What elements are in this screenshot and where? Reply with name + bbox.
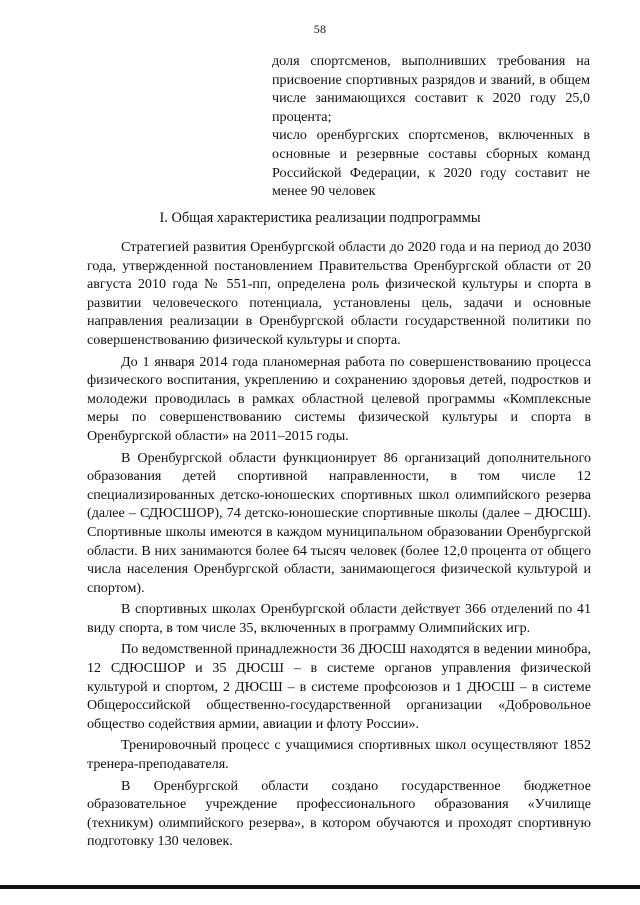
body-paragraph: В Оренбургской области создано государственное бюджетное образовательное учреждение профессионального образования «Училище (техникум) олимпийского резерва», в котором обучаются и проходят спортивную подготовку 130 человек. (87, 777, 591, 850)
page-number: 58 (313, 22, 327, 36)
body-paragraph: Стратегией развития Оренбургской области до 2020 года и на период до 2030 года, утвержденной постановлением Правительства Оренбургской области от 20 августа 2010 года № 551-пп, определена роль физической культуры и спорта в развитии человеческого потенциала, установлены цель, задачи и основные направления реализации в Оренбургской области государственной политики по совершенствованию физической культуры и спорта. (87, 239, 591, 348)
intro-block (272, 52, 590, 201)
body-paragraph: По ведомственной принадлежности 36 ДЮСШ находятся в ведении минобра, 12 СДЮСШОР и 35 ДЮСШ – в системе органов управления физической культурой и спортом, 2 ДЮСШ – в системе профсоюзов и 1 ДЮСШ – в системе Общероссийской общественно-государственной организации «Добровольное общество содействия армии, авиации и флоту России». (87, 641, 591, 732)
body-paragraph: До 1 января 2014 года планомерная работа по совершенствованию процесса физического воспитания, укреплению и сохранению здоровья детей, подростков и молодежи проводилась в рамках областной целевой программы «Комплексные меры по совершенствованию системы физической культуры и спорта в Оренбургской области» на 2011–2015 годы. (87, 353, 591, 444)
intro-paragraph: число оренбургских спортсменов, включенных в основные и резервные составы сборных команд Российской Федерации, к 2020 году составит не менее 90 человек (272, 127, 590, 200)
intro-paragraph: доля спортсменов, выполнивших требования на присвоение спортивных разрядов и званий, в общем числе занимающихся составит к 2020 году 25,0 процента; (272, 53, 590, 125)
body-paragraph: В спортивных школах Оренбургской области действует 366 отделений по 41 виду спорта, в том числе 35, включенных в программу Олимпийских игр. (87, 601, 591, 636)
body-paragraph: В Оренбургской области функционирует 86 организаций дополнительного образования детей спортивной направленности, в том числе 12 специализированных детско-юношеских спортивных школ олимпийского резерва (далее – СДЮСШОР), 74 детско-юношеские спортивные школы (далее – ДЮСШ). Спортивные школы имеются в каждом муниципальном образовании Оренбургской области. В них занимаются более 64 тысяч человек (более 12,0 процента от общего числа населения Оренбургской области, занимающегося физической культурой и спортом). (87, 449, 591, 596)
scan-bottom-border (0, 885, 640, 889)
body-text (87, 238, 591, 854)
body-paragraph: Тренировочный процесс с учащимися спортивных школ осуществляют 1852 тренера-преподавателя. (87, 737, 591, 773)
section-title: I. Общая характеристика реализации подпрограммы (159, 210, 481, 226)
